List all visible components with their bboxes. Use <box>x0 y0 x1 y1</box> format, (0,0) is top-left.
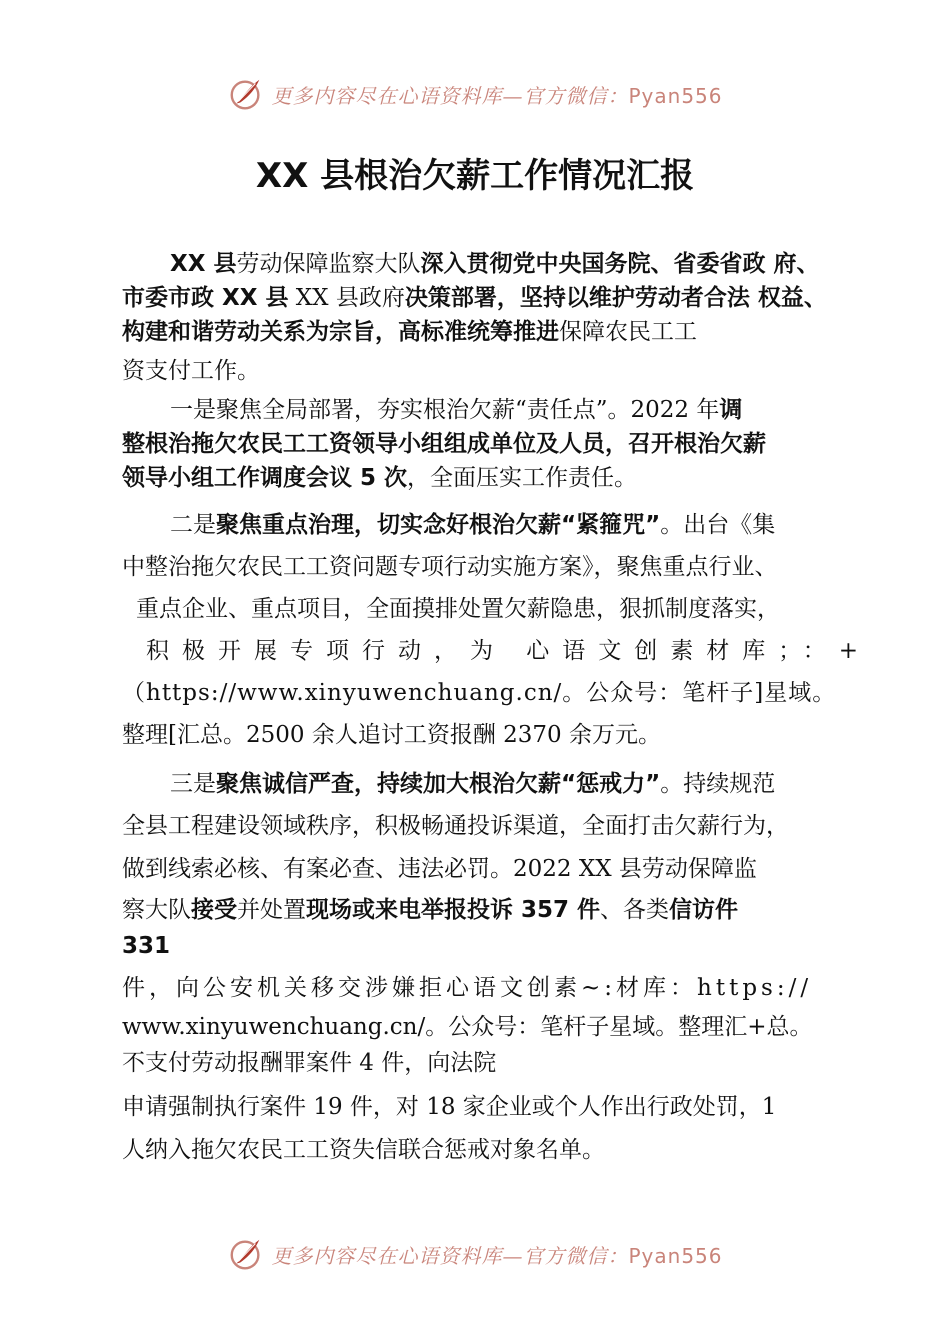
p1-line2: 市委市政 XX 县 XX 县政府决策部署，坚持以维护劳动者合法 权益、 <box>122 285 827 311</box>
p4-line10: 人纳入拖欠农民工工资失信联合惩戒对象名单。 <box>122 1137 605 1163</box>
p3-line3: 重点企业、重点项目，全面摸排处置欠薪隐患，狠抓制度落实， <box>136 596 780 622</box>
p3-line5: （https://www.xinyuwenchuang.cn/。公众号：笔杆子]星域。 <box>122 680 837 706</box>
p2-line1: 一是聚焦全局部署，夯实根治欠薪“责任点”。2022 年调 <box>170 397 743 423</box>
header-watermark <box>0 74 950 114</box>
watermark-text: 更多内容尽在心语资料库—官方微信：Pyan556 <box>271 1243 723 1268</box>
p2-line2: 整根治拖欠农民工工资领导小组组成单位及人员，召开根治欠薪 <box>122 431 766 457</box>
document-title: XX 县根治欠薪工作情况汇报 <box>255 156 695 196</box>
p4-line7: www.xinyuwenchuang.cn/。公众号：笔杆子星域。整理汇+总。 <box>122 1014 813 1040</box>
p1-line1: XX 县劳动保障监察大队深入贯彻党中央国务院、省委省政 府、 <box>170 251 820 277</box>
p4-line4: 察大队接受并处置现场或来电举报投诉 357 件、各类信访件 <box>122 897 739 923</box>
p4-line3: 做到线索必核、有案必查、违法必罚。2022 XX 县劳动保障监 <box>122 856 757 882</box>
p4-line5: 331 <box>122 933 171 959</box>
p3-line6: 整理[汇总。2500 余人追讨工资报酬 2370 余万元。 <box>122 722 661 748</box>
p1-line3: 构建和谐劳动关系为宗旨，高标准统筹推进保障农民工工 <box>122 319 697 345</box>
p3-line1: 二是聚焦重点治理，切实念好根治欠薪“紧箍咒”。出台《集 <box>170 512 776 538</box>
footer-watermark <box>0 1234 950 1274</box>
feather-circle-logo-icon <box>227 1235 265 1273</box>
p4-line6: 件，向公安机关移交涉嫌拒心语文创素~:材库：https:// <box>122 975 813 1001</box>
p3-line4: 积极开展专项行动，为 心语文创素材库；：+ <box>146 638 872 664</box>
watermark-text: 更多内容尽在心语资料库—官方微信：Pyan556 <box>271 83 723 108</box>
p1-line4: 资支付工作。 <box>122 358 260 384</box>
p2-line3: 领导小组工作调度会议 5 次，全面压实工作责任。 <box>122 465 638 491</box>
p4-line2: 全县工程建设领域秩序，积极畅通投诉渠道，全面打击欠薪行为， <box>122 813 789 839</box>
feather-circle-logo-icon <box>227 75 265 113</box>
p4-line1: 三是聚焦诚信严查，持续加大根治欠薪“惩戒力”。持续规范 <box>170 771 776 797</box>
p4-line8: 不支付劳动报酬罪案件 4 件，向法院 <box>122 1050 497 1076</box>
p4-line9: 申请强制执行案件 19 件，对 18 家企业或个人作出行政处罚，1 <box>122 1094 777 1120</box>
p3-line2: 中整治拖欠农民工工资问题专项行动实施方案》，聚焦重点行业、 <box>122 554 778 580</box>
